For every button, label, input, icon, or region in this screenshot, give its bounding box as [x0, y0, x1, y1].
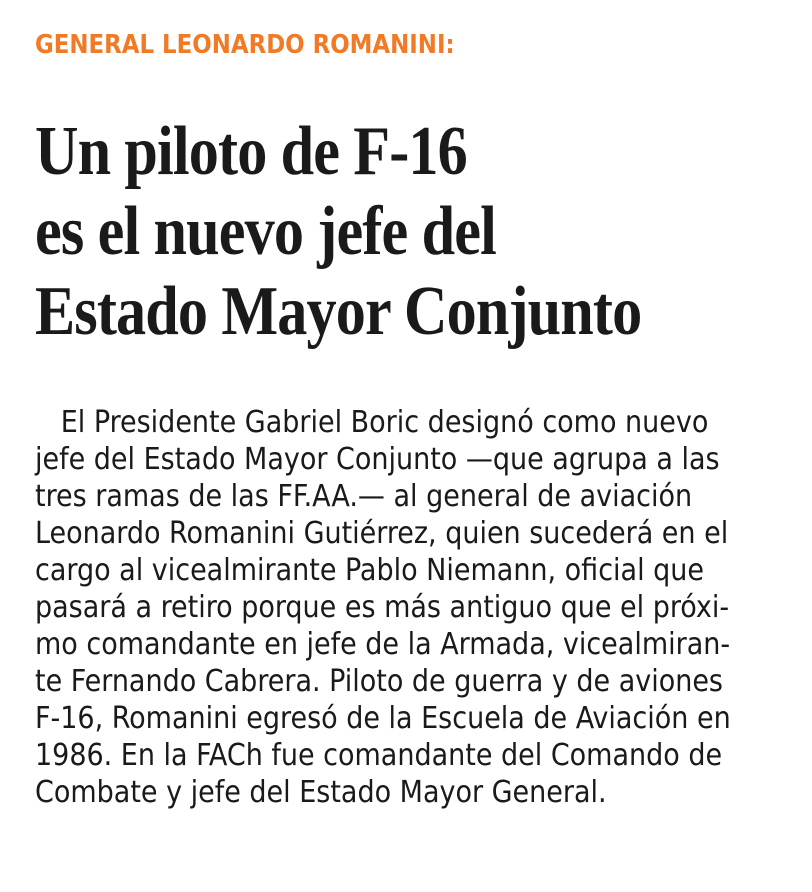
body-line: 1986. En la FACh fue comandante del Comando de: [35, 738, 723, 773]
headline-line-1: Un piloto de F-16: [35, 113, 467, 190]
body-line: cargo al vicealmirante Pablo Niemann, oficial que: [35, 553, 704, 588]
article-kicker: GENERAL LEONARDO ROMANINI:: [35, 30, 455, 60]
body-line: te Fernando Cabrera. Piloto de guerra y de aviones: [35, 664, 723, 699]
headline-line-3: Estado Mayor Conjunto: [35, 273, 642, 350]
body-line: Leonardo Romanini Gutiérrez, quien sucederá en el: [35, 516, 729, 551]
headline-line-2: es el nuevo jefe del: [35, 193, 496, 270]
body-line: pasará a retiro porque es más antiguo que el próxi-: [35, 590, 730, 625]
body-line: mo comandante en jefe de la Armada, vicealmiran-: [35, 627, 731, 662]
body-line: El Presidente Gabriel Boric designó como nuevo: [35, 405, 709, 440]
article-body: [35, 404, 775, 811]
body-line: jefe del Estado Mayor Conjunto —que agrupa a las: [35, 442, 720, 477]
body-line: tres ramas de las FF.AA.— al general de aviación: [35, 479, 693, 514]
body-line: Combate y jefe del Estado Mayor General.: [35, 775, 607, 810]
article-headline: [35, 112, 641, 352]
body-line: F-16, Romanini egresó de la Escuela de Aviación en: [35, 701, 731, 736]
